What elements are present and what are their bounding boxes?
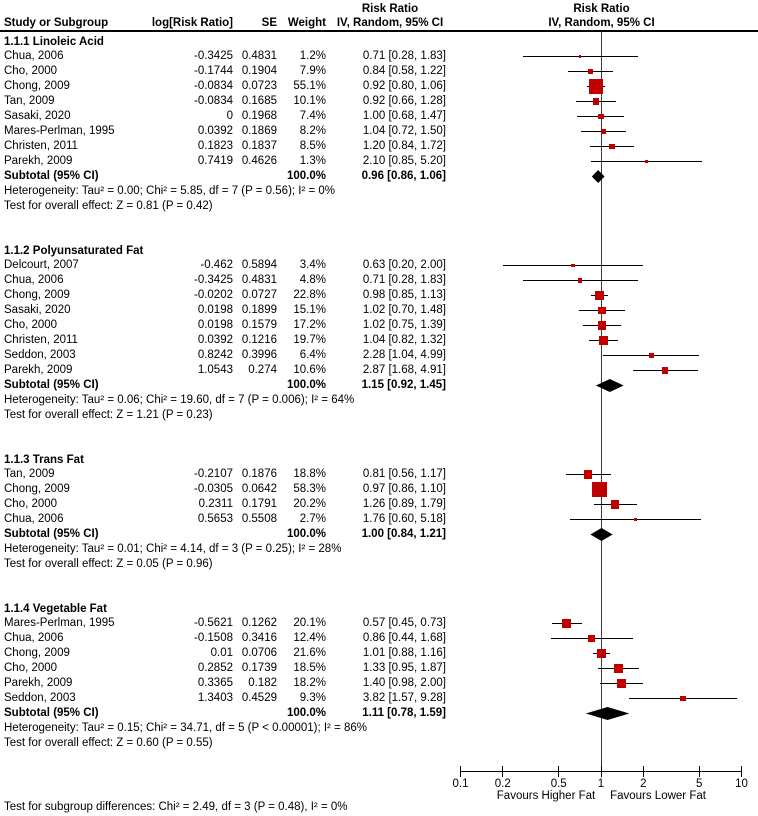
x-axis-tick [741, 766, 742, 777]
weight-value: 58.3% [293, 483, 326, 495]
subgroup-label: 1.1.3 Trans Fat [4, 454, 84, 466]
se-value: 0.274 [248, 364, 277, 376]
se-value: 0.4529 [241, 692, 277, 704]
effect-marker [680, 696, 686, 702]
ci-text: 1.01 [0.88, 1.16] [362, 647, 446, 659]
study-name: Chong, 2009 [4, 647, 70, 659]
study-name: Mares-Perlman, 1995 [4, 617, 115, 629]
subtotal-label: Subtotal (95% CI) [4, 707, 99, 719]
log-rr-value: 0.0392 [197, 334, 233, 346]
log-rr-value: 1.3403 [197, 692, 233, 704]
weight-value: 10.1% [293, 95, 326, 107]
subtotal-ci-text: 0.96 [0.86, 1.06] [361, 170, 446, 182]
effect-marker [578, 278, 582, 282]
study-name: Tan, 2009 [4, 468, 55, 480]
se-value: 0.3996 [241, 349, 277, 361]
subtotal-ci-text: 1.11 [0.78, 1.59] [362, 707, 446, 719]
x-axis-tick [502, 766, 503, 777]
weight-value: 12.4% [293, 632, 326, 644]
favours-left-label: Favours Higher Fat [496, 790, 596, 802]
x-axis-tick [460, 766, 461, 777]
study-name: Christen, 2011 [4, 140, 78, 152]
effect-marker [598, 114, 603, 119]
se-value: 0.3416 [241, 632, 277, 644]
study-name: Christen, 2011 [4, 334, 78, 346]
log-rr-value: -0.2107 [193, 468, 233, 480]
study-name: Seddon, 2003 [4, 692, 76, 704]
weight-value: 1.2% [299, 50, 326, 62]
log-rr-value: 0.8242 [197, 349, 233, 361]
overall-effect-text: Test for overall effect: Z = 0.60 (P = 0.55) [4, 737, 213, 749]
log-rr-value: 0.0198 [197, 319, 233, 331]
se-value: 0.1739 [241, 662, 277, 674]
ci-text: 1.33 [0.95, 1.87] [362, 662, 446, 674]
col-header-stats-ci: IV, Random, 95% CI [336, 17, 444, 29]
effect-marker [634, 518, 637, 521]
x-tick-label: 10 [735, 778, 748, 790]
effect-marker [599, 336, 608, 345]
overall-effect-text: Test for overall effect: Z = 0.05 (P = 0.96) [4, 558, 213, 570]
weight-value: 10.6% [293, 364, 326, 376]
stats-column-title: Risk Ratio [361, 3, 419, 15]
overall-effect-text: Test for overall effect: Z = 1.21 (P = 0.23) [4, 409, 213, 421]
log-rr-value: -0.462 [200, 259, 233, 271]
subtotal-label: Subtotal (95% CI) [4, 379, 99, 391]
ci-text: 0.81 [0.56, 1.17] [362, 468, 446, 480]
ci-text: 1.02 [0.75, 1.39] [362, 319, 446, 331]
ci-text: 0.84 [0.58, 1.22] [362, 65, 446, 77]
study-name: Chua, 2006 [4, 274, 64, 286]
subtotal-ci-text: 1.00 [0.84, 1.21] [361, 528, 446, 540]
ci-text: 0.92 [0.66, 1.28] [362, 95, 446, 107]
log-rr-value: -0.3425 [193, 50, 233, 62]
x-tick-label: 5 [696, 778, 703, 790]
effect-marker [592, 482, 607, 497]
study-name: Tan, 2009 [4, 95, 55, 107]
se-value: 0.1216 [241, 334, 277, 346]
weight-value: 7.9% [299, 65, 326, 77]
study-name: Chong, 2009 [4, 80, 70, 92]
study-name: Cho, 2000 [4, 498, 58, 510]
se-value: 0.182 [248, 677, 277, 689]
ci-text: 0.86 [0.44, 1.68] [362, 632, 446, 644]
ci-text: 2.10 [0.85, 5.20] [362, 155, 446, 167]
weight-value: 7.4% [299, 110, 326, 122]
col-header-weight: Weight [287, 17, 326, 29]
ci-text: 1.04 [0.72, 1.50] [362, 125, 446, 137]
log-rr-value: 0.2311 [198, 498, 233, 510]
subgroup-label: 1.1.1 Linoleic Acid [4, 36, 104, 48]
weight-value: 20.1% [293, 617, 326, 629]
subtotal-label: Subtotal (95% CI) [4, 528, 99, 540]
weight-value: 55.1% [293, 80, 326, 92]
x-tick-label: 0.5 [550, 778, 567, 790]
weight-value: 9.3% [299, 692, 326, 704]
study-name: Parekh, 2009 [4, 677, 73, 689]
weight-value: 2.7% [299, 513, 326, 525]
se-value: 0.0727 [241, 289, 277, 301]
subtotal-weight: 100.0% [286, 379, 326, 391]
effect-marker [584, 470, 592, 478]
weight-value: 8.2% [299, 125, 326, 137]
effect-marker [609, 144, 615, 150]
x-tick-label: 0.2 [494, 778, 511, 790]
log-rr-value: 0 [226, 110, 233, 122]
log-rr-value: 0.3365 [197, 677, 233, 689]
se-value: 0.4831 [241, 274, 277, 286]
weight-value: 6.4% [299, 349, 326, 361]
se-value: 0.1579 [241, 319, 277, 331]
effect-marker [595, 291, 604, 300]
study-name: Chua, 2006 [4, 50, 64, 62]
se-value: 0.1869 [241, 125, 277, 137]
x-axis-tick [558, 766, 559, 777]
study-name: Parekh, 2009 [4, 364, 73, 376]
x-tick-label: 1 [597, 778, 605, 790]
study-name: Cho, 2000 [4, 65, 58, 77]
study-name: Mares-Perlman, 1995 [4, 125, 115, 137]
ci-text: 2.28 [1.04, 4.99] [362, 349, 446, 361]
weight-value: 17.2% [293, 319, 326, 331]
log-rr-value: 0.01 [210, 647, 233, 659]
se-value: 0.1837 [241, 140, 277, 152]
ci-text: 1.00 [0.68, 1.47] [362, 110, 446, 122]
log-rr-value: 0.0392 [197, 125, 233, 137]
se-value: 0.1791 [241, 498, 277, 510]
study-name: Chong, 2009 [4, 483, 70, 495]
effect-marker [598, 321, 606, 329]
study-name: Chong, 2009 [4, 289, 70, 301]
se-value: 0.5894 [241, 259, 277, 271]
effect-marker [598, 307, 606, 315]
weight-value: 4.8% [299, 274, 326, 286]
weight-value: 22.8% [293, 289, 326, 301]
col-header-se: SE [261, 17, 277, 29]
effect-marker [617, 679, 625, 687]
x-axis-tick [601, 766, 602, 777]
ci-text: 1.40 [0.98, 2.00] [362, 677, 446, 689]
weight-value: 18.5% [293, 662, 326, 674]
study-name: Delcourt, 2007 [4, 259, 79, 271]
subgroup-label: 1.1.4 Vegetable Fat [4, 603, 107, 615]
log-rr-value: -0.0834 [193, 95, 233, 107]
x-tick-label: 2 [640, 778, 647, 790]
log-rr-value: -0.1744 [193, 65, 233, 77]
ci-text: 0.98 [0.85, 1.13] [362, 289, 446, 301]
x-tick-label: 0.1 [452, 778, 469, 790]
log-rr-value: -0.5621 [193, 617, 233, 629]
overall-effect-text: Test for overall effect: Z = 0.81 (P = 0.42) [4, 200, 213, 212]
ci-text: 0.92 [0.80, 1.06] [362, 80, 446, 92]
header-divider [0, 30, 758, 32]
favours-right-label: Favours Lower Fat [610, 790, 706, 802]
study-name: Cho, 2000 [4, 662, 58, 674]
effect-marker [662, 367, 668, 373]
weight-value: 21.6% [293, 647, 326, 659]
weight-value: 15.1% [293, 304, 326, 316]
log-rr-value: -0.3425 [193, 274, 233, 286]
log-rr-value: -0.1508 [193, 632, 233, 644]
effect-marker [579, 55, 582, 58]
study-name: Chua, 2006 [4, 632, 64, 644]
subtotal-diamond [590, 528, 612, 541]
heterogeneity-text: Heterogeneity: Tau² = 0.01; Chi² = 4.14, df = 3 (P = 0.25); I² = 28% [4, 543, 342, 555]
log-rr-value: -0.0202 [193, 289, 233, 301]
effect-marker [593, 98, 599, 104]
se-value: 0.1904 [241, 65, 277, 77]
effect-marker [611, 500, 620, 509]
x-axis-tick [699, 766, 700, 777]
log-rr-value: 1.0543 [197, 364, 233, 376]
se-value: 0.1968 [241, 110, 277, 122]
ci-text: 2.87 [1.68, 4.91] [362, 364, 446, 376]
effect-marker [588, 69, 593, 74]
effect-marker [597, 649, 606, 658]
weight-value: 8.5% [299, 140, 326, 152]
log-rr-value: 0.1823 [197, 140, 233, 152]
col-header-log-rr: log[Risk Ratio] [151, 17, 233, 29]
log-rr-value: 0.0198 [197, 304, 233, 316]
effect-marker [562, 619, 571, 628]
ci-text: 3.82 [1.57, 9.28] [362, 692, 446, 704]
study-name: Sasaki, 2020 [4, 110, 71, 122]
heterogeneity-text: Heterogeneity: Tau² = 0.15; Chi² = 34.71, df = 5 (P < 0.00001); I² = 86% [4, 722, 368, 734]
heterogeneity-text: Heterogeneity: Tau² = 0.00; Chi² = 5.85, df = 7 (P = 0.56); I² = 0% [4, 185, 336, 197]
se-value: 0.0706 [241, 647, 277, 659]
effect-marker [601, 129, 607, 135]
log-rr-value: -0.0834 [193, 80, 233, 92]
ci-text: 1.20 [0.84, 1.72] [362, 140, 446, 152]
se-value: 0.4626 [241, 155, 277, 167]
x-axis-tick [643, 766, 644, 777]
col-header-plot-ci: IV, Random, 95% CI [548, 17, 655, 29]
subtotal-ci-text: 1.15 [0.92, 1.45] [361, 379, 446, 391]
col-header-study: Study or Subgroup [4, 17, 109, 29]
heterogeneity-text: Heterogeneity: Tau² = 0.06; Chi² = 19.60, df = 7 (P = 0.006); I² = 64% [4, 394, 355, 406]
weight-value: 18.8% [293, 468, 326, 480]
subgroup-label: 1.1.2 Polyunsaturated Fat [4, 245, 144, 257]
log-rr-value: 0.7419 [197, 155, 233, 167]
study-name: Parekh, 2009 [4, 155, 73, 167]
se-value: 0.4831 [241, 50, 277, 62]
effect-marker [589, 79, 603, 93]
ci-text: 1.04 [0.82, 1.32] [362, 334, 446, 346]
ci-text: 0.63 [0.20, 2.00] [362, 259, 446, 271]
ci-text: 1.02 [0.70, 1.48] [362, 304, 446, 316]
log-rr-value: 0.2852 [197, 662, 233, 674]
se-value: 0.1876 [241, 468, 277, 480]
subtotal-diamond [586, 707, 629, 720]
subtotal-diamond [592, 170, 605, 183]
se-value: 0.1262 [241, 617, 277, 629]
study-name: Cho, 2000 [4, 319, 58, 331]
study-name: Chua, 2006 [4, 513, 64, 525]
subtotal-weight: 100.0% [286, 707, 326, 719]
weight-value: 18.2% [293, 677, 326, 689]
weight-value: 3.4% [299, 259, 326, 271]
study-name: Seddon, 2003 [4, 349, 76, 361]
plot-column-title: Risk Ratio [573, 3, 630, 15]
no-effect-line [601, 32, 602, 777]
subgroup-differences-text: Test for subgroup differences: Chi² = 2.49, df = 3 (P = 0.48), I² = 0% [4, 801, 348, 813]
weight-value: 19.7% [293, 334, 326, 346]
se-value: 0.0642 [241, 483, 277, 495]
subtotal-label: Subtotal (95% CI) [4, 170, 99, 182]
se-value: 0.0723 [241, 80, 277, 92]
ci-text: 0.71 [0.28, 1.83] [362, 274, 446, 286]
log-rr-value: -0.0305 [193, 483, 233, 495]
se-value: 0.5508 [241, 513, 277, 525]
ci-text: 0.71 [0.28, 1.83] [362, 50, 446, 62]
ci-text: 0.57 [0.45, 0.73] [362, 617, 446, 629]
ci-text: 0.97 [0.86, 1.10] [362, 483, 446, 495]
effect-marker [645, 160, 648, 163]
se-value: 0.1899 [241, 304, 277, 316]
effect-marker [588, 635, 595, 642]
se-value: 0.1685 [241, 95, 277, 107]
subtotal-weight: 100.0% [286, 170, 326, 182]
effect-marker [614, 664, 622, 672]
log-rr-value: 0.5653 [197, 513, 233, 525]
effect-marker [571, 264, 575, 268]
weight-value: 20.2% [293, 498, 326, 510]
ci-text: 1.26 [0.89, 1.79] [362, 498, 446, 510]
ci-text: 1.76 [0.60, 5.18] [362, 513, 446, 525]
effect-marker [649, 353, 654, 358]
study-name: Sasaki, 2020 [4, 304, 71, 316]
weight-value: 1.3% [299, 155, 326, 167]
subtotal-weight: 100.0% [286, 528, 326, 540]
